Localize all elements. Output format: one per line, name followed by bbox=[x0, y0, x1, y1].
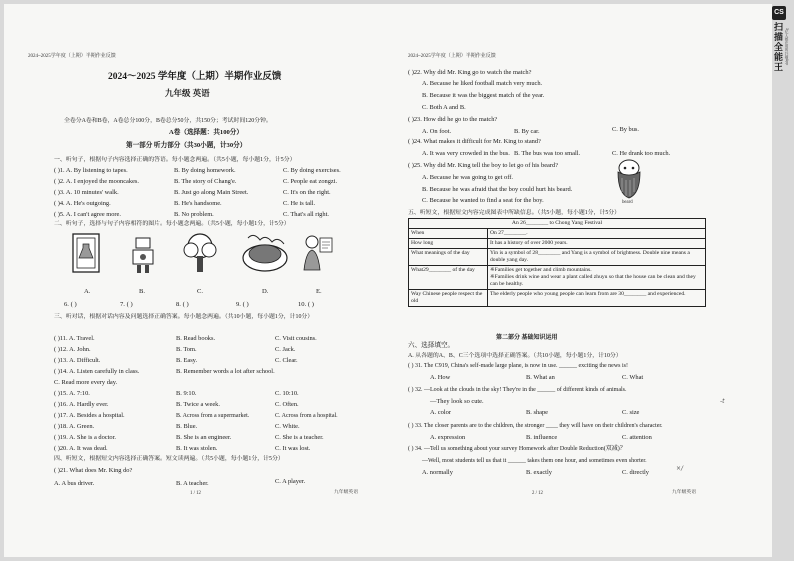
q11-c: C. Visit cousins. bbox=[275, 335, 317, 342]
q24-a: A. It was very crowded in the bus. bbox=[422, 150, 510, 157]
camscanner-watermark bbox=[770, 6, 792, 116]
table-row bbox=[409, 229, 706, 239]
table-cell-label: How long bbox=[409, 239, 488, 249]
food-plate-picture bbox=[240, 230, 290, 276]
q3-c: C. It's on the right. bbox=[283, 189, 331, 196]
camscanner-tagline: 3亿人都在用的扫描App bbox=[785, 28, 789, 66]
q21-a: A. A bus driver. bbox=[54, 480, 95, 487]
q3: ( )3. A. 10 minutes' walk. bbox=[54, 189, 119, 196]
q24-b: B. The bus was too small. bbox=[514, 150, 581, 157]
q12-c: C. Jack. bbox=[275, 346, 296, 353]
right-footer-subject: 九年级英语 bbox=[672, 490, 696, 495]
q11-b: B. Read books. bbox=[176, 335, 216, 342]
exam-subtitle: 九年级 英语 bbox=[165, 88, 210, 98]
q5: ( )5. A. I can't agree more. bbox=[54, 211, 121, 218]
q31-c: C. What bbox=[622, 374, 644, 381]
q21: ( )21. What does Mr. King do? bbox=[54, 467, 133, 474]
section3-instructions: 三、听对话，根据对话内容及问题选择正确答案。每小题念两遍。（共10小题，每小题1分，计10分） bbox=[54, 314, 314, 320]
table-cell-value: The elderly people who young people can learn from are 30________ and experienced. bbox=[488, 290, 706, 307]
left-footer-subject: 九年级英语 bbox=[334, 490, 358, 495]
section6-sub: A. 从各题的A、B、C三个选项中选择正确答案。（共10小题，每小题1分，计10分） bbox=[408, 353, 622, 359]
left-running-header: 2024~2025学年度（上期）半期作业反馈 bbox=[28, 54, 116, 59]
q34-c: C. directly bbox=[622, 469, 649, 476]
q17: ( )17. A. Besides a hospital. bbox=[54, 412, 125, 419]
exam-title: 2024～2025 学年度（上期）半期作业反馈 bbox=[108, 72, 282, 82]
q32-b: B. shape bbox=[526, 409, 549, 416]
part2-heading: 第二部分 基础知识运用 bbox=[496, 335, 558, 341]
q32-c: C. size bbox=[622, 409, 640, 416]
q34: ( ) 34. —Tell us something about your survey Homework after Double Reduction(双减)？ bbox=[408, 446, 626, 452]
q34-a: A. normally bbox=[422, 469, 453, 476]
q22-a: A. Because he liked football match very much. bbox=[422, 80, 543, 87]
pic-label-b: B. bbox=[139, 288, 146, 295]
q4: ( )4. A. He's outgoing. bbox=[54, 200, 111, 207]
q19: ( )19. A. She is a doctor. bbox=[54, 434, 116, 441]
q16: ( )16. A. Hardly ever. bbox=[54, 401, 109, 408]
blank-10: 10. ( ) bbox=[298, 301, 314, 308]
right-page-number: 2 / 12 bbox=[532, 491, 543, 496]
q33-c: C. attention bbox=[622, 434, 652, 441]
q22-b: B. Because it was the biggest match of the year. bbox=[422, 92, 545, 99]
q1: ( )1. A. By listening to tapes. bbox=[54, 167, 128, 174]
handwritten-mark-2: ×/ bbox=[676, 465, 684, 472]
paper-a-heading: A卷（选择题：共100分） bbox=[169, 129, 243, 136]
q13: ( )13. A. Difficult. bbox=[54, 357, 101, 364]
q5-c: C. That's all right. bbox=[283, 211, 329, 218]
q25-c: C. Because he wanted to find a seat for the boy. bbox=[422, 197, 544, 204]
section6-heading: 六、选择填空。 bbox=[408, 342, 455, 349]
q5-b: B. No problem. bbox=[174, 211, 214, 218]
table-cell-label: What meanings of the day bbox=[409, 249, 488, 266]
section4-instructions: 四、听短文，根据短文内容选择正确答案。短文读两遍。（共5小题，每小题1分，计5分） bbox=[54, 456, 284, 462]
q2-c: C. People eat zongzi. bbox=[283, 178, 338, 185]
table-cell-label: Way Chinese people respect the old bbox=[409, 290, 488, 307]
q34-b: B. exactly bbox=[526, 469, 552, 476]
q2: ( )2. A. I enjoyed the mooncakes. bbox=[54, 178, 140, 185]
q23-c: C. By bus. bbox=[612, 126, 639, 133]
q20-c: C. It was lost. bbox=[275, 445, 311, 452]
q25-a: A. Because he was going to get off. bbox=[422, 174, 513, 181]
left-page-number: 1 / 12 bbox=[190, 491, 201, 496]
q21-c: C. A player. bbox=[275, 478, 306, 485]
q17-b: B. Across from a supermarket. bbox=[176, 413, 250, 419]
q15-b: B. 9:10. bbox=[176, 390, 197, 397]
table-cell-label: What29________ of the day bbox=[409, 266, 488, 290]
table-title: An 26________ to Chong Yang Festival bbox=[409, 219, 706, 229]
q25: ( )25. Why did Mr. King tell the boy to let go of his beard? bbox=[408, 162, 559, 169]
q32-reply: —They look so cute. bbox=[430, 398, 484, 405]
q18: ( )18. A. Green. bbox=[54, 423, 95, 430]
handwritten-mark: -t bbox=[720, 398, 725, 405]
table-row bbox=[409, 266, 706, 290]
q3-b: B. Just go along Main Street. bbox=[174, 189, 249, 196]
scanned-sheet bbox=[4, 4, 772, 557]
q16-c: C. Often. bbox=[275, 401, 299, 408]
blank-7: 7. ( ) bbox=[120, 301, 133, 308]
table-row bbox=[409, 239, 706, 249]
q20: ( )20. A. It was dead. bbox=[54, 445, 108, 452]
q33-b: B. influence bbox=[526, 434, 558, 441]
q32-a: A. color bbox=[430, 409, 451, 416]
pic-label-a: A. bbox=[84, 288, 91, 295]
q14-b: B. Remember words a lot after school. bbox=[176, 368, 275, 375]
q14: ( )14. A. Listen carefully in class. bbox=[54, 368, 140, 375]
pic-label-e: E. bbox=[316, 288, 322, 295]
q24: ( )24. What makes it difficult for Mr. King to stand? bbox=[408, 138, 541, 145]
q16-b: B. Twice a week. bbox=[176, 401, 220, 408]
robot-picture bbox=[128, 234, 158, 276]
q31: ( ) 31. The C919, China's self-made large plane, is now in use. ______ exciting the news is! bbox=[408, 363, 628, 369]
q11: ( )11. A. Travel. bbox=[54, 335, 95, 342]
blank-9: 9. ( ) bbox=[236, 301, 249, 308]
q18-c: C. White. bbox=[275, 423, 300, 430]
q13-b: B. Easy. bbox=[176, 357, 198, 364]
right-running-header: 2024~2025学年度（上期）半期作业反馈 bbox=[408, 54, 496, 59]
q32: ( ) 32. —Look at the clouds in the sky! They're in the ______ of different kinds of animals. bbox=[408, 387, 627, 393]
beard-man-picture bbox=[612, 158, 646, 202]
q2-b: B. The story of Chang'e. bbox=[174, 178, 237, 185]
blank-6: 6. ( ) bbox=[64, 301, 77, 308]
q23-a: A. On foot. bbox=[422, 128, 452, 135]
q13-c: C. Clear. bbox=[275, 357, 298, 364]
table-cell-value: Yin is a symbol of 28________ and Yang is a symbol of brightness. Double nine means a double yang day. bbox=[488, 249, 706, 266]
book-picture bbox=[70, 232, 104, 276]
beard-caption: beard bbox=[622, 200, 633, 205]
exam-intro: 全卷分A卷和B卷，A卷总分100分，B卷总分50分，共150分；考试时间120分钟。 bbox=[64, 118, 272, 124]
q24-c: C. He drank too much. bbox=[612, 150, 671, 157]
q1-c: C. By doing exercises. bbox=[283, 167, 341, 174]
q14-c: C. Read more every day. bbox=[54, 379, 118, 386]
part1-heading: 第一部分 听力部分（共30小题，计30分） bbox=[126, 142, 247, 149]
blank-8: 8. ( ) bbox=[176, 301, 189, 308]
section5-instructions: 五、听短文，根据短文内容完成图表中所缺信息。（共5小题，每小题1分，计5分） bbox=[408, 210, 621, 216]
left-page bbox=[4, 4, 384, 557]
section2-instructions: 二、听句子，选择与句子内容相符的图片。每小题念两遍。（共5小题，每小题1分，计5分） bbox=[54, 221, 290, 227]
q31-a: A. How bbox=[430, 374, 451, 381]
table-row bbox=[409, 249, 706, 266]
q34-reply: —Well, most students tell us that it ______ takes them one hour, and sometimes even shorter. bbox=[422, 458, 647, 464]
section1-instructions: 一、听句子，根据句子内容选择正确的答语。每小题念两遍。（共5小题，每小题1分，计5分） bbox=[54, 157, 296, 163]
q33: ( ) 33. The closer parents are to the children, the stronger ____ they will have on their children's character. bbox=[408, 423, 663, 429]
table-cell-value: It has a history of over 2000 years. bbox=[488, 239, 706, 249]
tree-picture bbox=[180, 232, 220, 276]
q18-b: B. Blue. bbox=[176, 423, 198, 430]
table-cell-value: On 27________. bbox=[488, 229, 706, 239]
q12-b: B. Tom. bbox=[176, 346, 197, 353]
q4-b: B. He's handsome. bbox=[174, 200, 222, 207]
pic-label-c: C. bbox=[197, 288, 204, 295]
q20-b: B. It was stolen. bbox=[176, 445, 218, 452]
q12: ( )12. A. John. bbox=[54, 346, 91, 353]
q17-c: C. Across from a hospital. bbox=[275, 413, 338, 419]
camscanner-logo: CS bbox=[772, 6, 786, 20]
q19-b: B. She is an engineer. bbox=[176, 434, 232, 441]
festival-table bbox=[408, 218, 706, 307]
person-picture bbox=[300, 232, 336, 276]
q31-b: B. What an bbox=[526, 374, 555, 381]
q15: ( )15. A. 7:10. bbox=[54, 390, 90, 397]
table-cell-value: ※Families get together and climb mountains. ※Families drink wine and wear a plant called zhuyu so that the house can be clean and they can be healthy. bbox=[488, 266, 706, 290]
camscanner-name: 扫描全能王 bbox=[773, 22, 783, 72]
q23-b: B. By car. bbox=[514, 128, 540, 135]
q22-c: C. Both A and B. bbox=[422, 104, 466, 111]
q19-c: C. She is a teacher. bbox=[275, 434, 324, 441]
q1-b: B. By doing homework. bbox=[174, 167, 236, 174]
table-row bbox=[409, 290, 706, 307]
q15-c: C. 10:10. bbox=[275, 390, 299, 397]
q33-a: A. expression bbox=[430, 434, 466, 441]
q21-b: B. A teacher. bbox=[176, 480, 209, 487]
pic-label-d: D. bbox=[262, 288, 269, 295]
table-cell-label: When bbox=[409, 229, 488, 239]
q25-b: B. Because he was afraid that the boy could hurt his beard. bbox=[422, 186, 573, 193]
q23: ( )23. How did he go to the match? bbox=[408, 116, 498, 123]
right-page bbox=[396, 4, 776, 557]
q22: ( )22. Why did Mr. King go to watch the match? bbox=[408, 69, 532, 76]
q4-c: C. He is tall. bbox=[283, 200, 316, 207]
